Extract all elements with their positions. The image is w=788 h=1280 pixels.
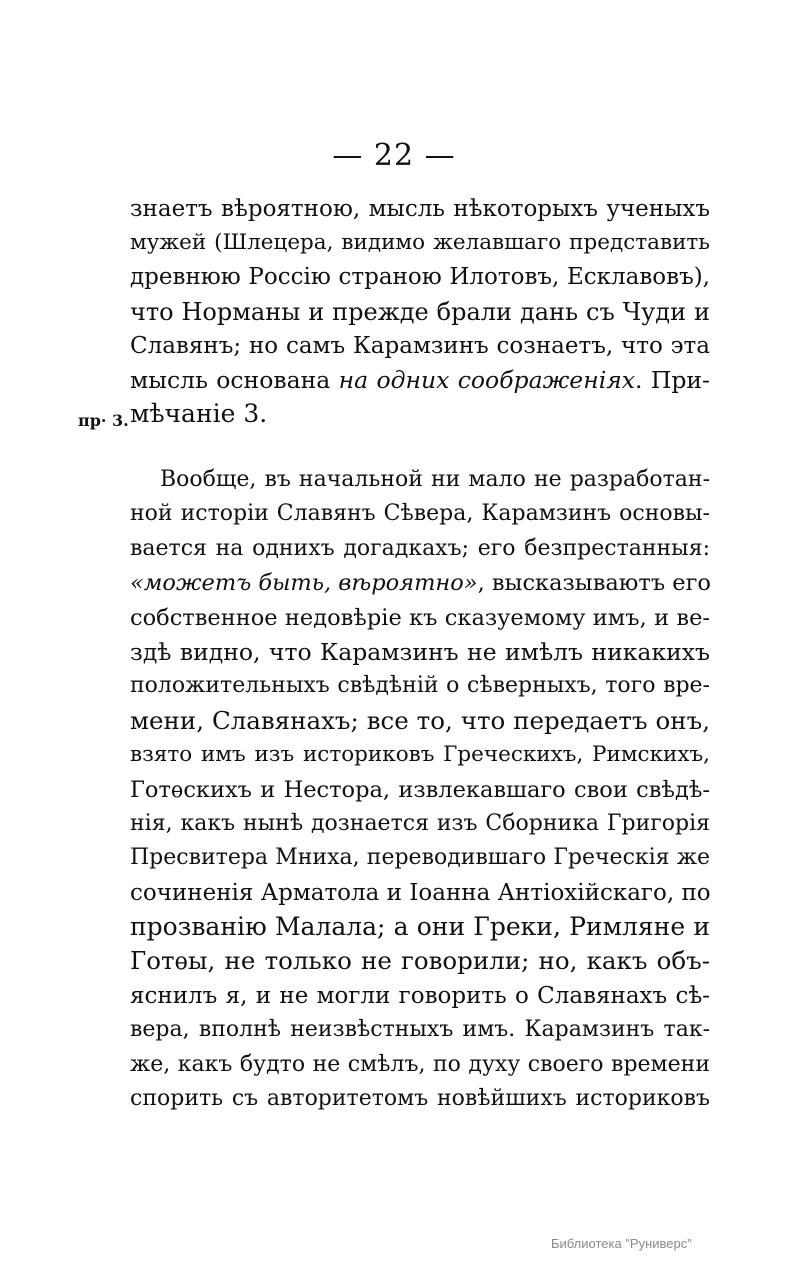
text-line: положительныхъ свѣдѣній о сѣверныхъ, того вре- <box>130 673 710 699</box>
text-line: мени, Славянахъ; все то, что передаетъ онъ, <box>130 705 710 735</box>
text-segment: . При- <box>635 365 710 394</box>
text-line: знаетъ вѣроятною, мысль нѣкоторыхъ ученыхъ <box>130 196 710 222</box>
text-line: ной исторіи Славянъ Сѣвера, Карамзинъ основы- <box>130 501 710 527</box>
text-line: Готѳскихъ и Нестора, извлекавшаго свои свѣдѣ- <box>130 776 710 803</box>
text-line: взято имъ изъ историковъ Греческихъ, Римскихъ, <box>130 742 710 768</box>
text-line: сочиненія Арматола и Іоанна Антіохійскаго, по <box>130 879 711 906</box>
text-line: нія, какъ нынѣ дознается изъ Сборника Григорія <box>130 810 710 836</box>
text-line: Славянъ; но самъ Карамзинъ сознаетъ, что эта <box>130 332 710 359</box>
italic-phrase: на одних соображеніях <box>338 365 636 394</box>
margin-note: пр· 3. <box>78 411 129 430</box>
text-line: спорить съ авторитетомъ новѣйшихъ историковъ <box>130 1086 710 1112</box>
text-line: Пресвитера Мниха, переводившаго Греческія же <box>130 845 710 871</box>
text-line <box>130 566 710 600</box>
text-line: здѣ видно, что Карамзинъ не имѣлъ никакихъ <box>130 637 710 666</box>
text-line: мужей (Шлецера, видимо желавшаго представить <box>130 230 710 256</box>
text-line: яснилъ я, и не могли говорить о Славянахъ сѣ- <box>130 982 710 1009</box>
italic-phrase: «можетъ быть, вѣроятно» <box>130 570 478 597</box>
text-line: Готѳы, не только не говорили; но, какъ объ- <box>130 946 710 976</box>
text-line: мѣчаніе 3. <box>130 399 268 429</box>
text-line: же, какъ будто не смѣлъ, по духу своего времени <box>130 1051 710 1077</box>
text-line: вера, вполнѣ неизвѣстныхъ имъ. Карамзинъ так- <box>130 1017 710 1043</box>
text-line: древнюю Россію страною Илотовъ, Есклавовъ), <box>130 264 710 291</box>
text-segment: мысль основана <box>130 365 339 394</box>
text-segment: , высказываютъ его <box>477 570 711 597</box>
page-number: — 22 — <box>332 138 456 173</box>
text-line: собственное недовѣріе къ сказуемому имъ, и ве- <box>130 604 710 631</box>
library-watermark: Библиотека "Руниверс" <box>551 1236 692 1251</box>
text-line: прозванію Малала; а они Греки, Римляне и <box>130 912 710 942</box>
text-line: вается на однихъ догадкахъ; его безпрестанныя: <box>130 535 710 561</box>
paragraph-2 <box>130 463 710 1116</box>
text-line <box>130 363 710 397</box>
text-line: Вообще, въ начальной ни мало не разработан- <box>160 467 710 492</box>
paragraph-1 <box>130 192 710 431</box>
text-line: что Норманы и прежде брали дань съ Чуди и <box>130 297 710 326</box>
